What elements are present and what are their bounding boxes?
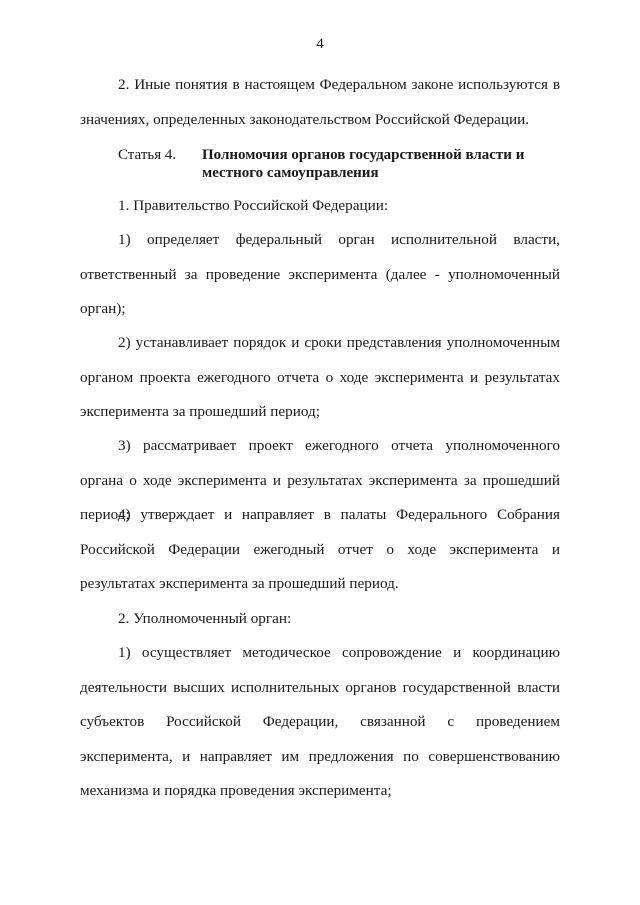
paragraph-government-item-4: 4) утверждает и направляет в палаты Федерального Собрания Российской Федерации ежегодный отчет о ходе эксперимента и результатах эксперимента за прошедший период.	[80, 506, 560, 592]
page-number: 4	[316, 36, 324, 52]
paragraph-government-item-2: 2) устанавливает порядок и сроки представления уполномоченным органом проекта ежегодного отчета о ходе эксперимента и результатах эксперимента за прошедший период;	[80, 334, 560, 420]
article-title: Полномочия органов государственной власти и местного самоуправления	[202, 147, 525, 181]
paragraph-intro: 2. Иные понятия в настоящем Федеральном законе используются в значениях, определенных законодательством Российской Федерации.	[80, 76, 560, 128]
paragraph-government: 1. Правительство Российской Федерации:	[118, 197, 389, 214]
paragraph-authorized-body-item-1: 1) осуществляет методическое сопровождение и координацию деятельности высших исполнительных органов государственной власти субъектов Российской Федерации, связанной с проведением эксперимента, и направляет им предложения по совершенствованию механизма и порядка проведения эксперимента;	[80, 644, 560, 799]
article-number: Статья 4.	[118, 147, 177, 163]
paragraph-government-item-1: 1) определяет федеральный орган исполнительной власти, ответственный за проведение эксперимента (далее - уполномоченный орган);	[80, 231, 560, 317]
paragraph-authorized-body: 2. Уполномоченный орган:	[118, 610, 292, 627]
paragraph-government-item-3: 3) рассматривает проект ежегодного отчета уполномоченного органа о ходе эксперимента и результатах эксперимента за прошедший период;	[80, 437, 560, 523]
